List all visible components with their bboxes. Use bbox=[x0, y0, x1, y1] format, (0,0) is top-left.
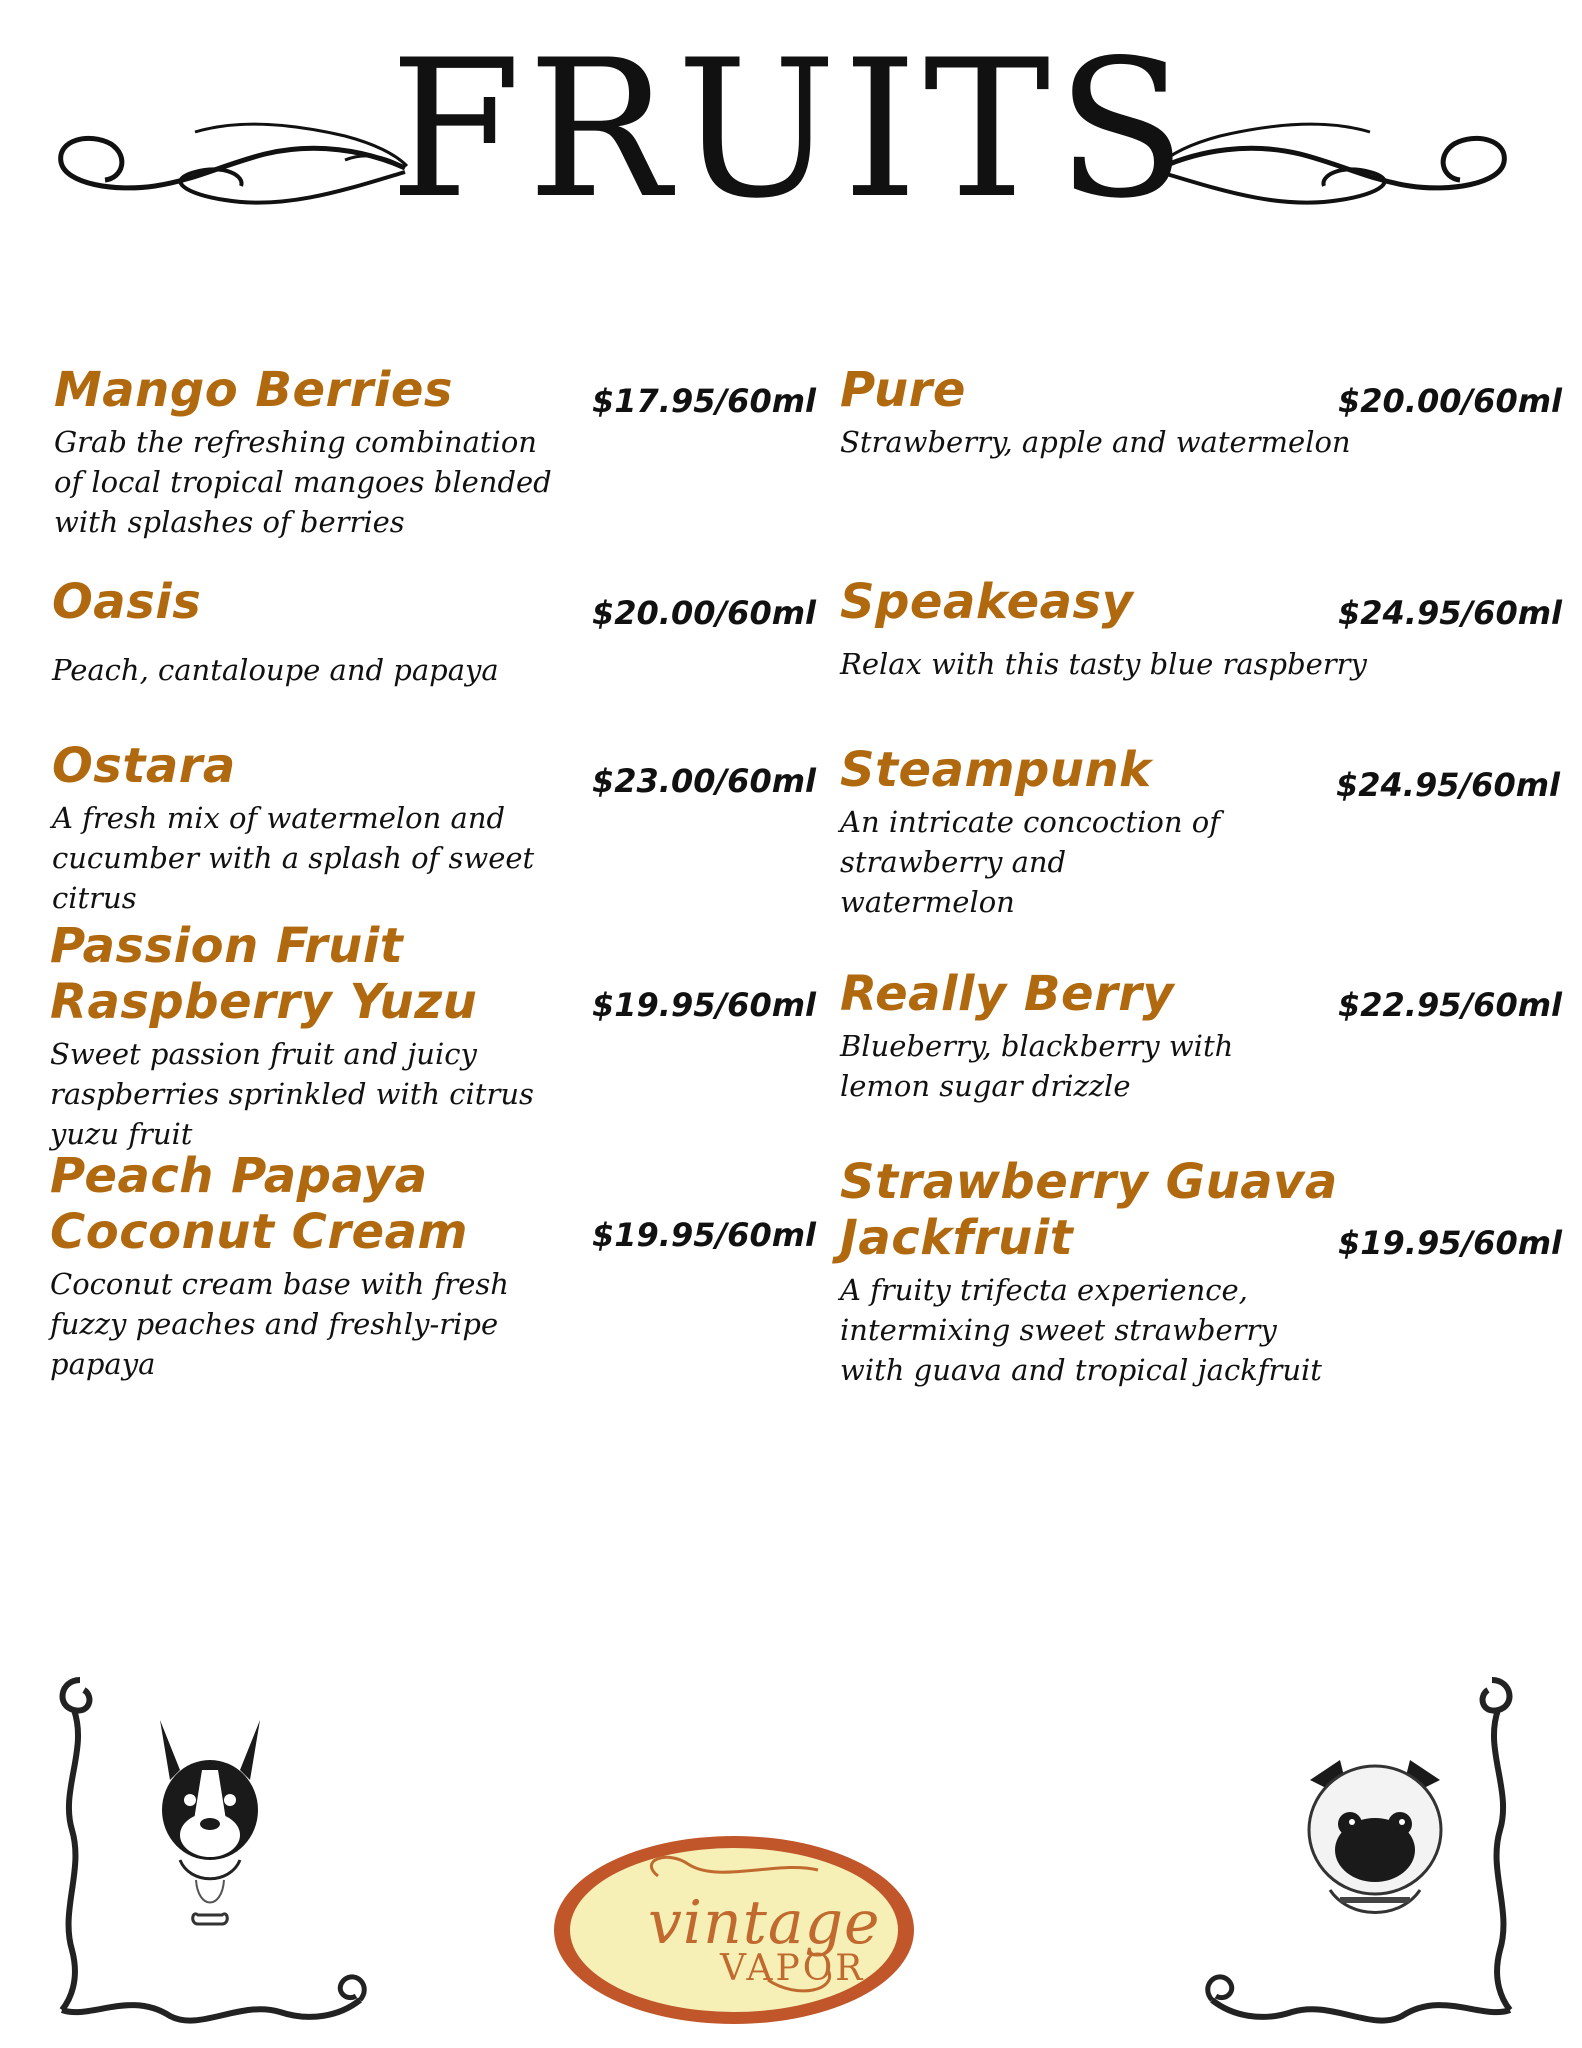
item-description: An intricate concoction of strawberry and watermelon bbox=[840, 805, 1220, 919]
item-price: $22.95/60ml bbox=[1338, 986, 1563, 1024]
logo-text-vapor: VAPOR bbox=[720, 1948, 866, 1989]
menu-item-pure bbox=[840, 362, 1360, 462]
item-price: $20.00/60ml bbox=[1338, 382, 1563, 420]
menu-item-ostara bbox=[52, 738, 592, 918]
item-price: $24.95/60ml bbox=[1336, 766, 1561, 804]
item-name: Really Berry bbox=[840, 966, 1175, 1022]
menu-item-strawberry-guava-jackfruit bbox=[840, 1154, 1340, 1390]
page-title: FRUITS bbox=[389, 19, 1193, 240]
item-name: Passion Fruit Raspberry Yuzu bbox=[50, 918, 478, 1030]
item-description: Relax with this tasty blue raspberry bbox=[840, 647, 1367, 681]
item-name: Mango Berries bbox=[54, 362, 453, 418]
item-name: Pure bbox=[840, 362, 966, 418]
item-description: A fruity trifecta experience, intermixing sweet strawberry with guava and tropical jackfruit bbox=[840, 1273, 1322, 1387]
item-description: Coconut cream base with fresh fuzzy peaches and freshly-ripe papaya bbox=[50, 1267, 509, 1381]
menu-item-peach-papaya-coconut-cream bbox=[50, 1148, 610, 1384]
item-description: Blueberry, blackberry with lemon sugar drizzle bbox=[840, 1029, 1234, 1103]
right-flourish-icon bbox=[1150, 80, 1520, 220]
pug-icon bbox=[1290, 1750, 1460, 1940]
item-description: Sweet passion fruit and juicy raspberries sprinkled with citrus yuzu fruit bbox=[50, 1037, 534, 1151]
item-name: Strawberry Guava Jackfruit bbox=[840, 1154, 1338, 1266]
menu-item-speakeasy bbox=[840, 574, 1380, 684]
item-description: Strawberry, apple and watermelon bbox=[840, 425, 1351, 459]
item-price: $20.00/60ml bbox=[592, 594, 817, 632]
menu-item-oasis bbox=[52, 574, 592, 690]
item-price: $23.00/60ml bbox=[592, 762, 817, 800]
item-price: $19.95/60ml bbox=[1338, 1224, 1563, 1262]
item-name: Peach Papaya Coconut Cream bbox=[50, 1148, 468, 1260]
item-description: Grab the refreshing combination of local tropical mangoes blended with splashes of berries bbox=[54, 425, 552, 539]
item-name: Steampunk bbox=[840, 742, 1152, 798]
menu-item-passion-fruit-raspberry-yuzu bbox=[50, 918, 610, 1154]
item-description: Peach, cantaloupe and papaya bbox=[52, 653, 499, 687]
logo-text-vintage: vintage bbox=[648, 1888, 881, 1958]
item-name: Ostara bbox=[52, 738, 236, 794]
item-name: Speakeasy bbox=[840, 574, 1134, 630]
item-price: $19.95/60ml bbox=[592, 1216, 817, 1254]
menu-item-mango-berries bbox=[54, 362, 594, 542]
menu-item-really-berry bbox=[840, 966, 1320, 1106]
vintage-vapor-logo bbox=[548, 1830, 920, 2030]
menu-header bbox=[0, 0, 1582, 260]
menu-item-steampunk bbox=[840, 742, 1320, 922]
item-price: $17.95/60ml bbox=[592, 382, 817, 420]
boston-terrier-icon bbox=[140, 1710, 280, 1960]
item-description: A fresh mix of watermelon and cucumber with a splash of sweet citrus bbox=[52, 801, 535, 915]
item-price: $24.95/60ml bbox=[1338, 594, 1563, 632]
item-name: Oasis bbox=[52, 574, 202, 630]
item-price: $19.95/60ml bbox=[592, 986, 817, 1024]
